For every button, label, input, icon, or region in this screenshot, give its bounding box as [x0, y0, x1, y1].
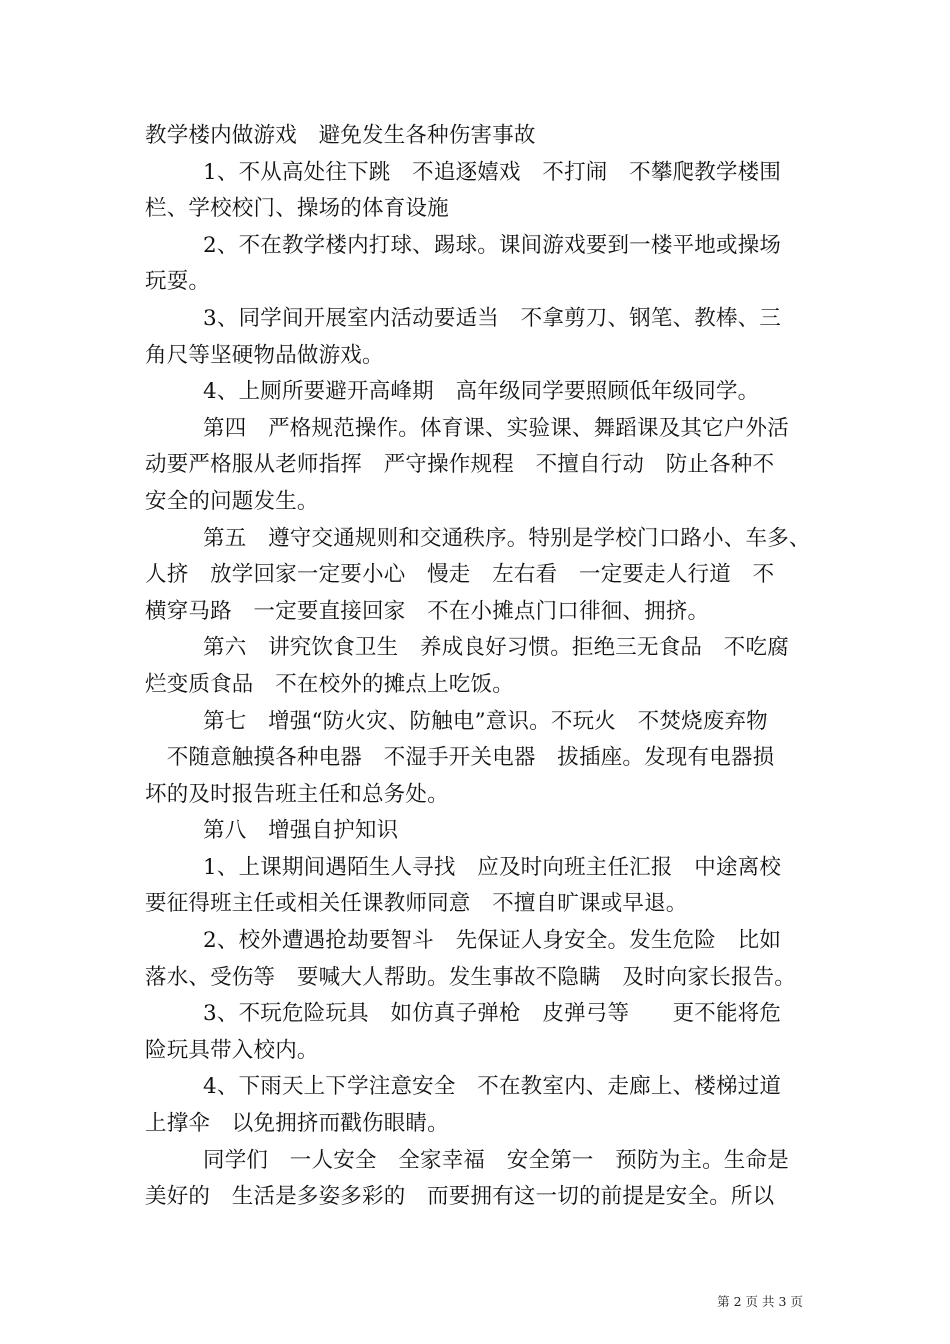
text-line: 烂变质食品 不在校外的摊点上吃饭。 — [145, 671, 514, 697]
text-line: 第四 严格规范操作。体育课、实验课、舞蹈课及其它户外活 — [203, 415, 789, 441]
text-line: 同学们 一人安全 全家幸福 安全第一 预防为主。生命是 — [203, 1147, 789, 1173]
text-line: 上撑伞 以免拥挤而戳伤眼睛。 — [145, 1111, 449, 1137]
text-line: 第五 遵守交通规则和交通秩序。特别是学校门口路小、车多、 — [203, 525, 811, 551]
text-line: 栏、学校校门、操场的体育设施 — [145, 196, 449, 222]
text-line: 4、下雨天上下学注意安全 不在教室内、走廊上、楼梯过道 — [203, 1074, 782, 1100]
text-line: 1、不从高处往下跳 不追逐嬉戏 不打闹 不攀爬教学楼围 — [203, 159, 782, 185]
text-line: 横穿马路 一定要直接回家 不在小摊点门口徘徊、拥挤。 — [145, 598, 710, 624]
text-line: 动要严格服从老师指挥 严守操作规程 不擅自行动 防止各种不 — [145, 452, 775, 478]
text-line: 安全的问题发生。 — [145, 488, 319, 514]
text-line: 坏的及时报告班主任和总务处。 — [145, 781, 449, 807]
text-line: 2、不在教学楼内打球、踢球。课间游戏要到一楼平地或操场 — [203, 232, 782, 258]
text-line: 教学楼内做游戏 避免发生各种伤害事故 — [145, 123, 536, 148]
text-line: 美好的 生活是多姿多彩的 而要拥有这一切的前提是安全。所以 — [145, 1184, 775, 1210]
text-line: 落水、受伤等 要喊大人帮助。发生事故不隐瞒 及时向家长报告。 — [145, 964, 797, 990]
text-line: 第六 讲究饮食卫生 养成良好习惯。拒绝三无食品 不吃腐 — [203, 635, 789, 661]
page-number: 第 2 页 共 3 页 — [717, 1294, 803, 1309]
text-line: 角尺等坚硬物品做游戏。 — [145, 342, 384, 368]
text-line: 2、校外遭遇抢劫要智斗 先保证人身安全。发生危险 比如 — [203, 928, 782, 954]
text-line: 险玩具带入校内。 — [145, 1037, 319, 1063]
text-line: 玩耍。 — [145, 269, 211, 295]
text-line: 要征得班主任或相关任课教师同意 不擅自旷课或早退。 — [145, 891, 688, 917]
text-line: 3、不玩危险玩具 如仿真子弹枪 皮弹弓等 更不能将危 — [203, 1001, 782, 1027]
text-line: 第八 增强自护知识 — [203, 818, 399, 844]
text-line: 第七 增强“防火灾、防触电”意识。不玩火 不焚烧废弃物 — [203, 708, 768, 734]
text-line: 4、上厕所要避开高峰期 高年级同学要照顾低年级同学。 — [203, 379, 760, 405]
text-line: 不随意触摸各种电器 不湿手开关电器 拔插座。发现有电器损 — [145, 745, 775, 771]
text-line: 人挤 放学回家一定要小心 慢走 左右看 一定要走人行道 不 — [145, 562, 775, 588]
body-text — [145, 118, 810, 1216]
text-line: 1、上课期间遇陌生人寻找 应及时向班主任汇报 中途离校 — [203, 854, 782, 880]
text-line: 3、同学间开展室内活动要适当 不拿剪刀、钢笔、教棒、三 — [203, 305, 782, 331]
